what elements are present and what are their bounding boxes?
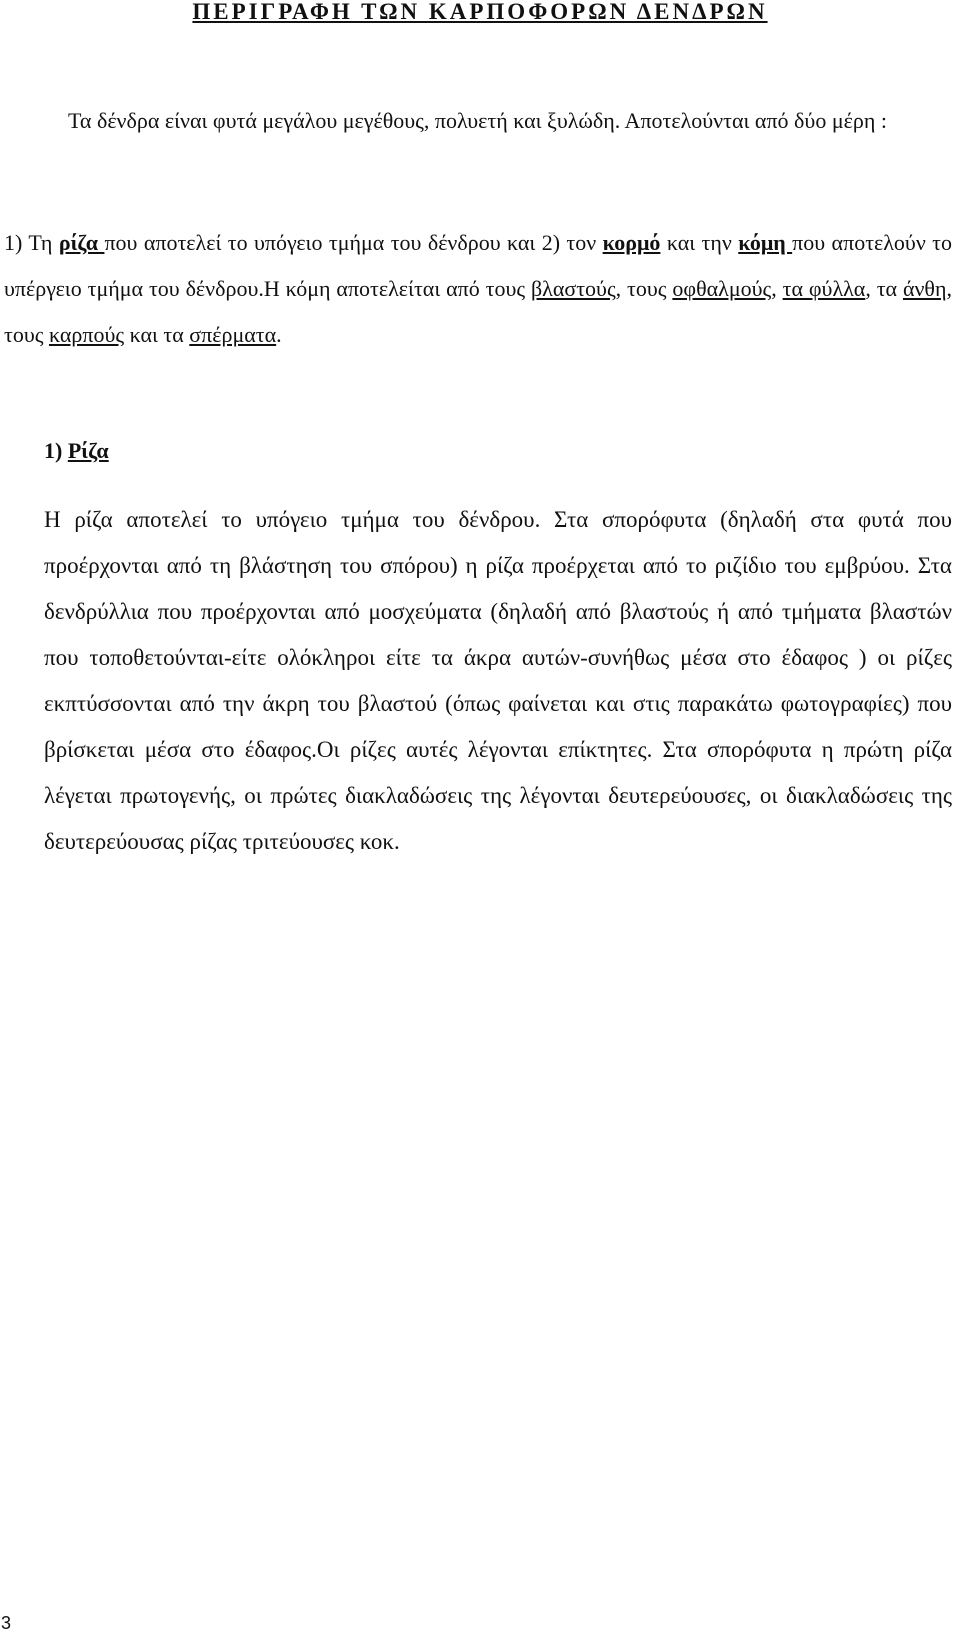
term-flowers: άνθη bbox=[902, 276, 947, 301]
text-run: , bbox=[771, 276, 783, 301]
text-run: που αποτελούν το υπέργειο τμήμα του δένδρου.Η κόμη αποτελείται από τους bbox=[4, 230, 953, 301]
text-run: που αποτελεί το υπόγειο τμήμα του δένδρου και 2) τον bbox=[104, 230, 603, 255]
intro-paragraph-2 bbox=[4, 220, 952, 358]
term-trunk: κορμό bbox=[602, 230, 661, 255]
term-fruits: καρπούς bbox=[48, 322, 125, 347]
term-leaves: τα φύλλα bbox=[782, 276, 866, 301]
intro-paragraph-1: Τα δένδρα είναι φυτά μεγάλου μεγέθους, πολυετή και ξυλώδη. Αποτελούνται από δύο μέρη : bbox=[68, 108, 887, 133]
text-run: και τα bbox=[124, 322, 190, 347]
term-buds: οφθαλμούς bbox=[672, 276, 772, 301]
text-run: 1) Τη bbox=[4, 230, 59, 255]
section-body: Η ρίζα αποτελεί το υπόγειο τμήμα του δένδρου. Στα σπορόφυτα (δηλαδή στα φυτά που προέρχονται από τη βλάστηση του σπόρου) η ρίζα προέρχεται από το ριζίδιο του εμβρύου. Στα δενδρύλλια που προέρχονται από μοσχεύματα (δηλαδή από βλαστούς ή από τμήματα βλαστών που τοποθετούνται-είτε ολόκληροι είτε τα άκρα αυτών-συνήθως μέσα στο έδαφος ) οι ρίζες εκπτύσσονται από την άκρη του βλαστού (όπως φαίνεται και στις παρακάτω φωτογραφίες) που βρίσκεται μέσα στο έδαφος.Οι ρίζες αυτές λέγονται επίκτητες. Στα σπορόφυτα η πρώτη ρίζα λέγεται πρωτογενής, οι πρώτες διακλαδώσεις της λέγονται δευτερεύουσες, οι διακλαδώσεις της δευτερεύουσας ρίζας τριτεύουσες κοκ. bbox=[44, 507, 952, 854]
text-run: , τα bbox=[865, 276, 903, 301]
section-number: 1) bbox=[44, 438, 68, 463]
section-heading bbox=[44, 436, 109, 466]
text-run: , τους bbox=[615, 276, 673, 301]
term-root: ρίζα bbox=[58, 230, 105, 255]
page-number: 3 bbox=[1, 1613, 12, 1633]
text-run: , τους bbox=[4, 276, 952, 347]
section-heading-label: Ρίζα bbox=[67, 438, 109, 463]
term-seeds: σπέρματα bbox=[189, 322, 277, 347]
text-run: και την bbox=[660, 230, 739, 255]
document-title: ΠΕΡΙΓΡΑΦΗ ΤΩΝ ΚΑΡΠΟΦΟΡΩΝ ΔΕΝΔΡΩΝ bbox=[192, 0, 768, 24]
term-shoots: βλαστούς bbox=[530, 276, 616, 301]
term-crown: κόμη bbox=[738, 230, 793, 255]
text-run: . bbox=[276, 322, 282, 347]
